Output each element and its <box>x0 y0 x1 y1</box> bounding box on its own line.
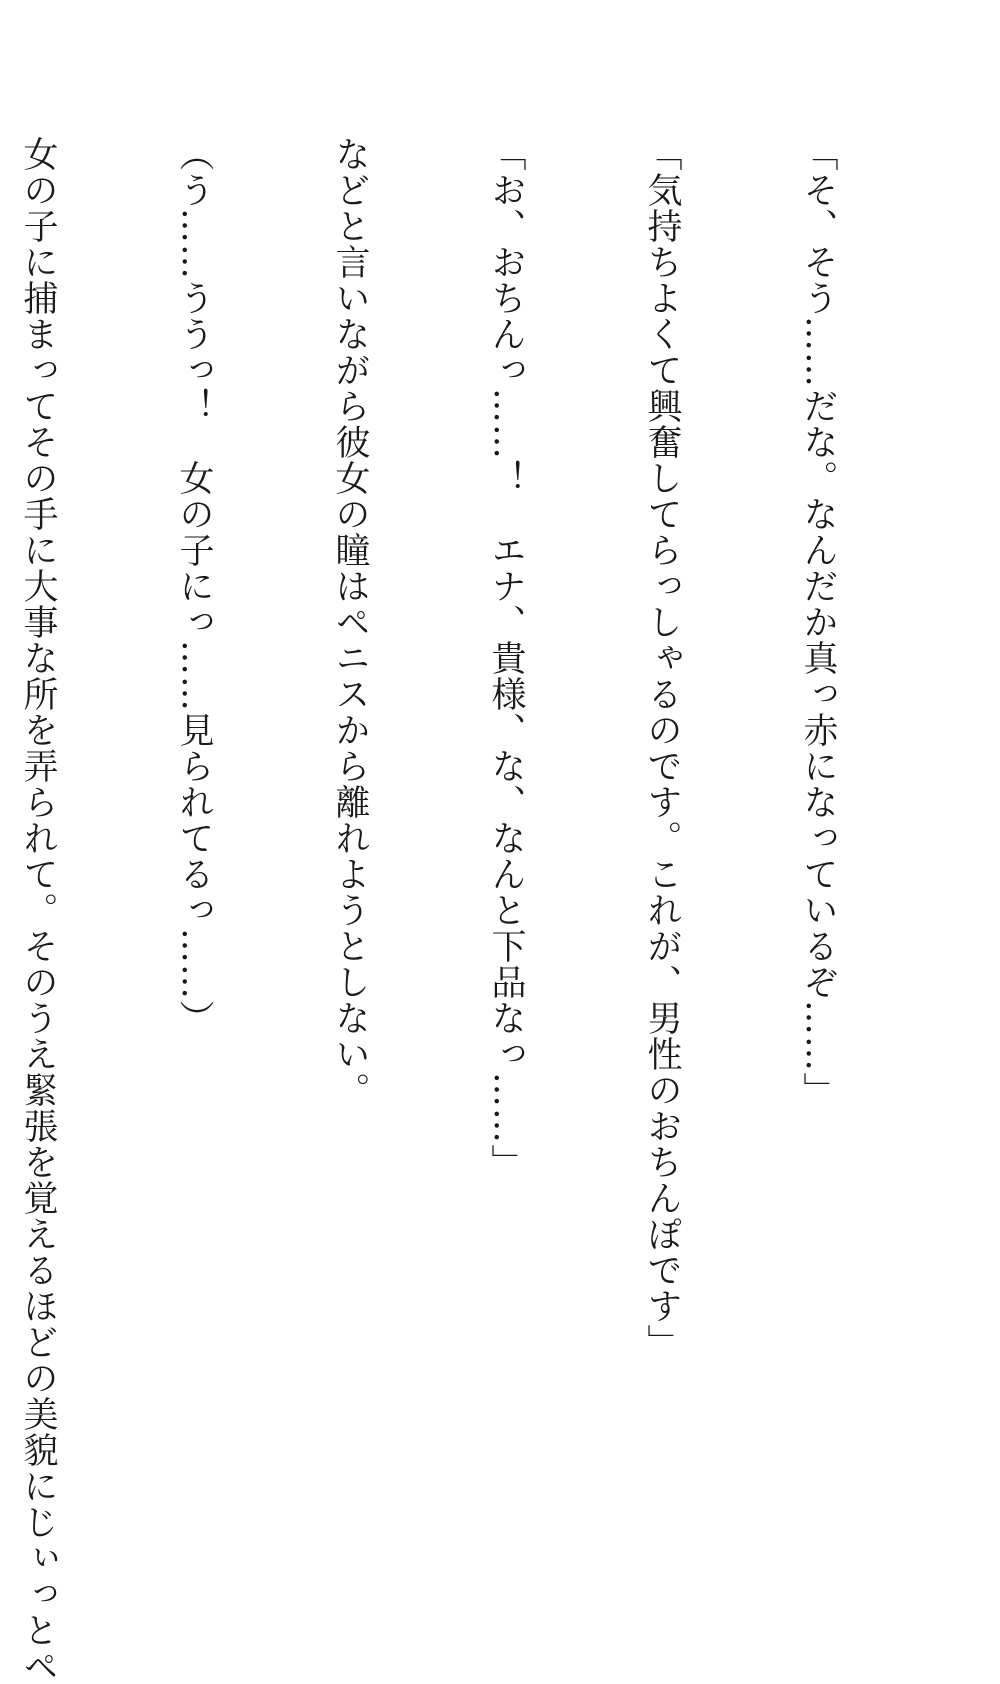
text-line: 「気持ちよくて興奮してらっしゃるのです。これが、男性のおちんぽです」 <box>642 136 682 1360</box>
text-line: 「お、おちんっ……！ エナ、貴様、な、なんと下品なっ……」 <box>486 136 526 1180</box>
text-line: （う……ううっ！ 女の子にっ……見られてるっ……） <box>174 136 214 1036</box>
text-line: などと言いながら彼女の瞳はペニスから離れようとしない。 <box>330 136 370 1108</box>
body-text <box>0 136 948 1684</box>
text-line: 「そ、そう……だな。なんだか真っ赤になっているぞ……」 <box>798 136 838 1108</box>
text-line: 女の子に捕まってその手に大事な所を弄られて。そのうえ緊張を覚えるほどの美貌にじぃっとペ <box>18 136 58 1684</box>
